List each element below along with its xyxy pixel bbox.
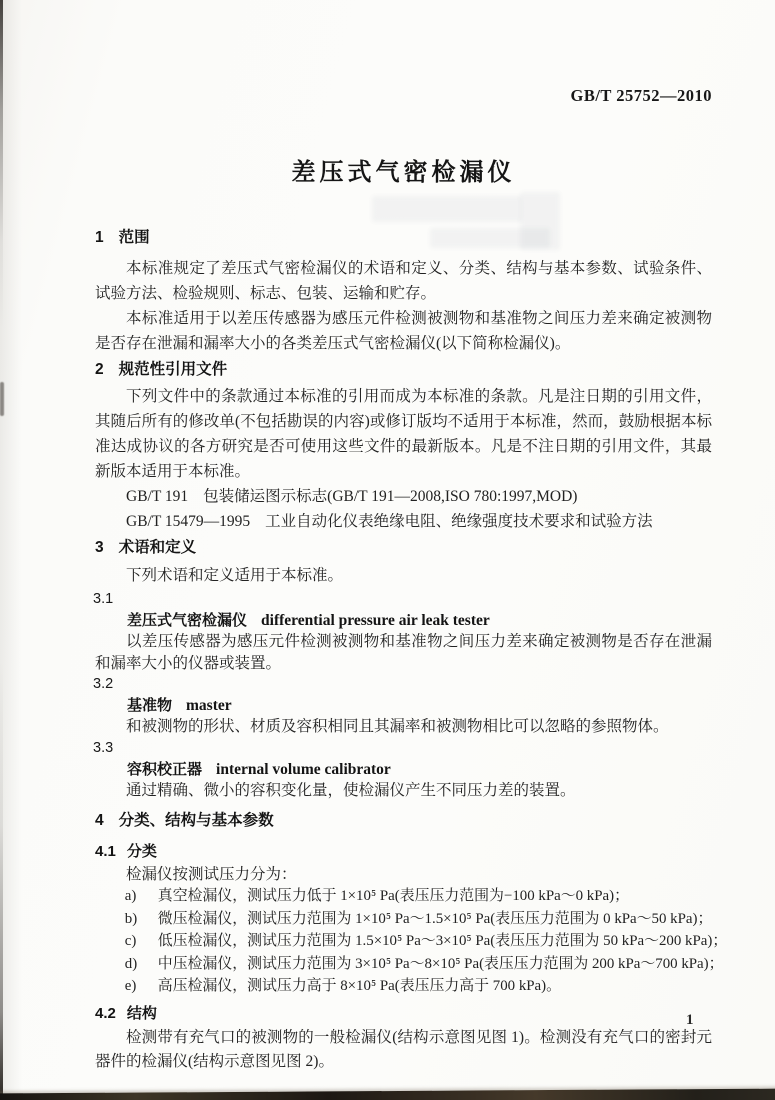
section-title: 规范性引用文件 [118,361,228,378]
structure-paragraph: 检测带有充气口的被测物的一般检漏仪(结构示意图见图 1)。检测没有充气口的密封元器件的检漏仪(结构示意图见图 2)。 [95,1028,712,1070]
classification-item [125,975,712,998]
section-number: 4.2 [95,1004,116,1022]
section-number: 2 [95,361,104,378]
term-english: differential pressure air leak tester [261,612,490,629]
term-title [127,610,712,631]
item-text: 低压检漏仪，测试压力范围为 1.5×10⁵ Pa～3×10⁵ Pa(表压压力范围为 50 kPa～200 kPa)； [157,933,728,949]
terms-intro: 下列术语和定义适用于本标准。 [126,567,344,584]
item-text: 真空检漏仪，测试压力低于 1×10⁵ Pa(表压压力范围为−100 kPa～0 kPa)； [157,888,629,904]
item-text: 中压检漏仪，测试压力范围为 3×10⁵ Pa～8×10⁵ Pa(表压压力范围为 200 kPa～700 kPa)； [157,955,724,972]
section-4-1-heading [95,841,712,863]
classification-item [124,953,724,976]
term-entry [95,738,712,802]
reference-item [126,509,712,534]
term-english: internal volume calibrator [216,760,391,778]
section-1-heading [95,227,712,249]
term-english: master [186,697,232,714]
term-number: 3.1 [93,591,114,607]
classification-item [125,885,712,908]
scope-paragraph: 本标准规定了差压式气密检漏仪的术语和定义、分类、结构与基本参数、试验条件、试验方法、检验规则、标志、包装、运输和贮存。 [95,260,712,302]
item-label: b) [124,910,138,927]
section-number: 4 [95,812,104,829]
document-title: 差压式气密检漏仪 [291,159,516,186]
section-4-2-heading [95,1003,712,1025]
terms-list [95,589,712,801]
reference-description: 包装储运图示标志(GB/T 191—2008,ISO 780:1997,MOD) [203,488,578,505]
references-paragraph: 下列文件中的条款通过本标准的引用而成为本标准的条款。凡是注日期的引用文件，其随后所有的修改单(不包括勘误的内容)或修订版均不适用于本标准，然而，鼓励根据本标准达成协议的各方研究是否可使用这些文件的最新版本。凡是不注日期的引用文件，其最新版本适用于本标准。 [95,388,712,480]
scope-paragraph: 本标准适用于以差压传感器为感压元件检测被测物和基准物之间压力差来确定被测物是否存在泄漏和漏率大小的各类差压式气密检漏仪(以下简称检漏仪)。 [95,310,712,352]
section-number: 3 [95,539,104,556]
term-number: 3.3 [93,739,114,756]
section-4-heading [95,810,712,832]
standard-code: GB/T 25752—2010 [570,86,712,105]
reference-item [126,484,712,509]
section-title: 范围 [118,229,150,246]
term-chinese: 基准物 [127,697,173,714]
term-entry [95,674,712,738]
item-label: d) [124,955,138,972]
reference-code: GB/T 15479—1995 [126,513,251,530]
page-content [0,86,775,1074]
term-definition: 和被测物的形状、材质及容积相同且其漏率和被测物相比可以忽略的参照物体。 [126,718,669,735]
page-number: 1 [686,1012,694,1028]
term-definition: 通过精确、微小的容积变化量，使检漏仪产生不同压力差的装置。 [126,781,576,799]
section-2-heading [95,359,712,381]
scan-edge-bottom [0,1089,775,1100]
section-number: 1 [95,229,104,246]
classification-intro: 检漏仪按测试压力分为： [126,866,297,883]
term-entry [95,589,712,674]
term-title [127,695,712,716]
section-number: 4.1 [95,843,116,860]
section-title: 分类、结构与基本参数 [118,812,274,829]
item-label: a) [124,888,137,904]
item-label: e) [124,978,137,994]
section-title: 分类 [126,843,157,860]
section-title: 结构 [126,1004,157,1022]
item-text: 高压检漏仪，测试压力高于 8×10⁵ Pa(表压压力高于 700 kPa)。 [157,978,562,994]
term-chinese: 差压式气密检漏仪 [127,612,248,629]
term-number: 3.2 [93,676,114,692]
term-definition: 以差压传感器为感压元件检测被测物和基准物之间压力差来确定被测物是否存在泄漏和漏率大小的仪器或装置。 [95,633,712,672]
item-text: 微压检漏仪，测试压力范围为 1×10⁵ Pa～1.5×10⁵ Pa(表压压力范围为 0 kPa～50 kPa)； [157,910,713,927]
term-title [127,759,712,780]
section-3-heading [95,537,712,559]
item-label: c) [124,933,137,949]
reference-description: 工业自动化仪表绝缘电阻、绝缘强度技术要求和试验方法 [265,513,653,530]
classification-item [125,908,712,931]
term-chinese: 容积校正器 [127,760,203,778]
classification-item [124,930,728,953]
reference-code: GB/T 191 [126,488,189,505]
section-title: 术语和定义 [118,539,197,556]
